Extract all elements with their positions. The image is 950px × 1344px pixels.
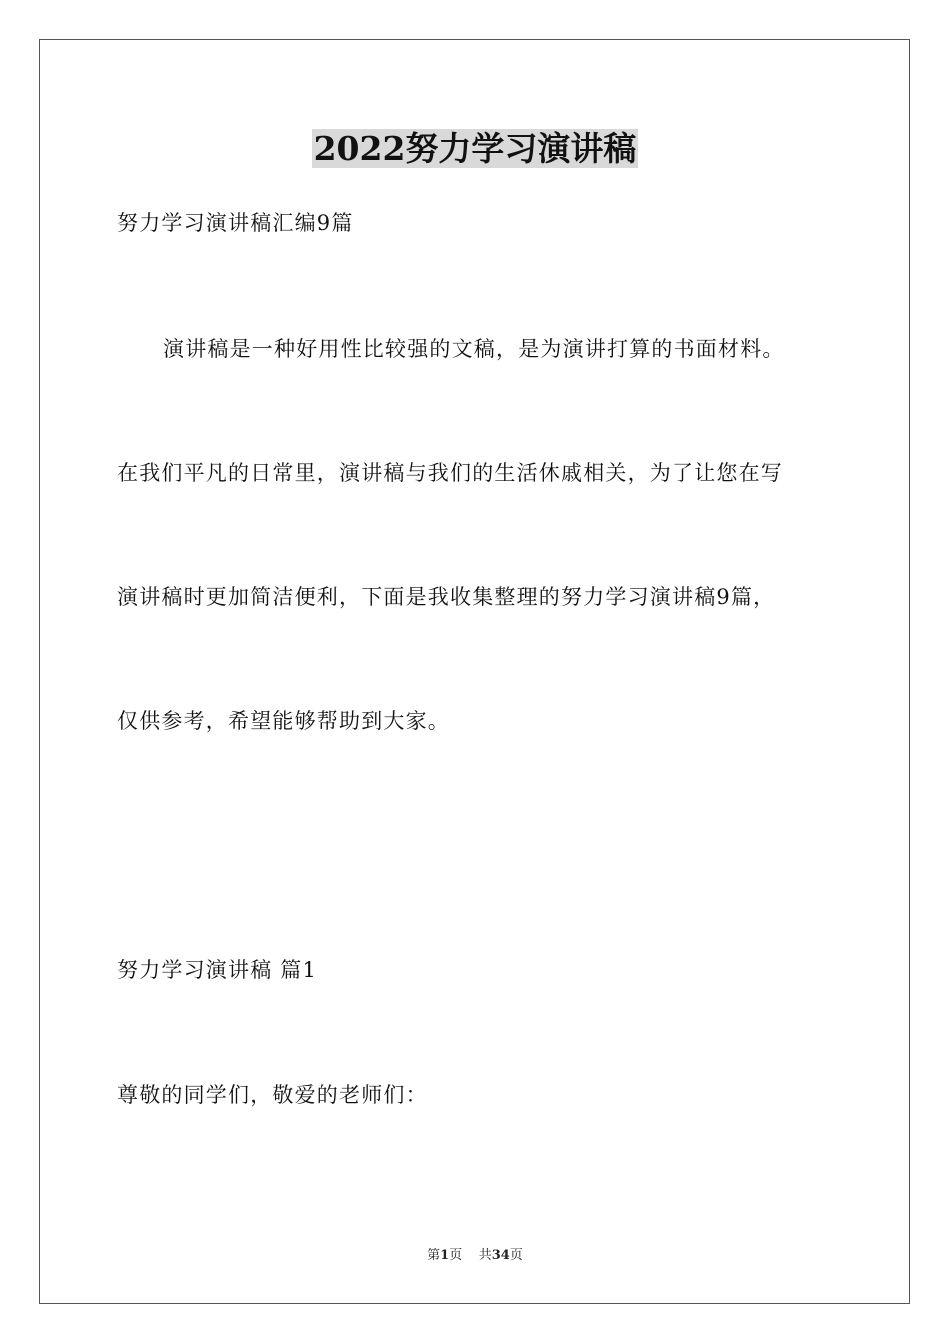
page-footer [0, 1246, 950, 1266]
total-pages: 34 [491, 1248, 510, 1263]
salutation: 尊敬的同学们，敬爱的老师们： [117, 1083, 428, 1107]
section-heading: 努力学习演讲稿 篇1 [117, 958, 318, 982]
intro-line-1: 演讲稿是一种好用性比较强的文稿，是为演讲打算的书面材料。 [163, 337, 785, 361]
document-subtitle: 努力学习演讲稿汇编9篇 [117, 211, 354, 235]
document-title [0, 127, 950, 171]
total-prefix: 共 [478, 1248, 492, 1263]
page-prefix: 第 [427, 1248, 441, 1263]
intro-line-3: 演讲稿时更加简洁便利，下面是我收集整理的努力学习演讲稿9篇， [117, 585, 776, 609]
total-suffix: 页 [509, 1248, 523, 1263]
page-number: 1 [440, 1248, 450, 1263]
intro-line-4: 仅供参考，希望能够帮助到大家。 [117, 709, 450, 733]
page-suffix: 页 [449, 1248, 463, 1263]
intro-line-2: 在我们平凡的日常里，演讲稿与我们的生活休戚相关，为了让您在写 [117, 461, 783, 485]
document-title-text: 2022努力学习演讲稿 [313, 129, 637, 168]
